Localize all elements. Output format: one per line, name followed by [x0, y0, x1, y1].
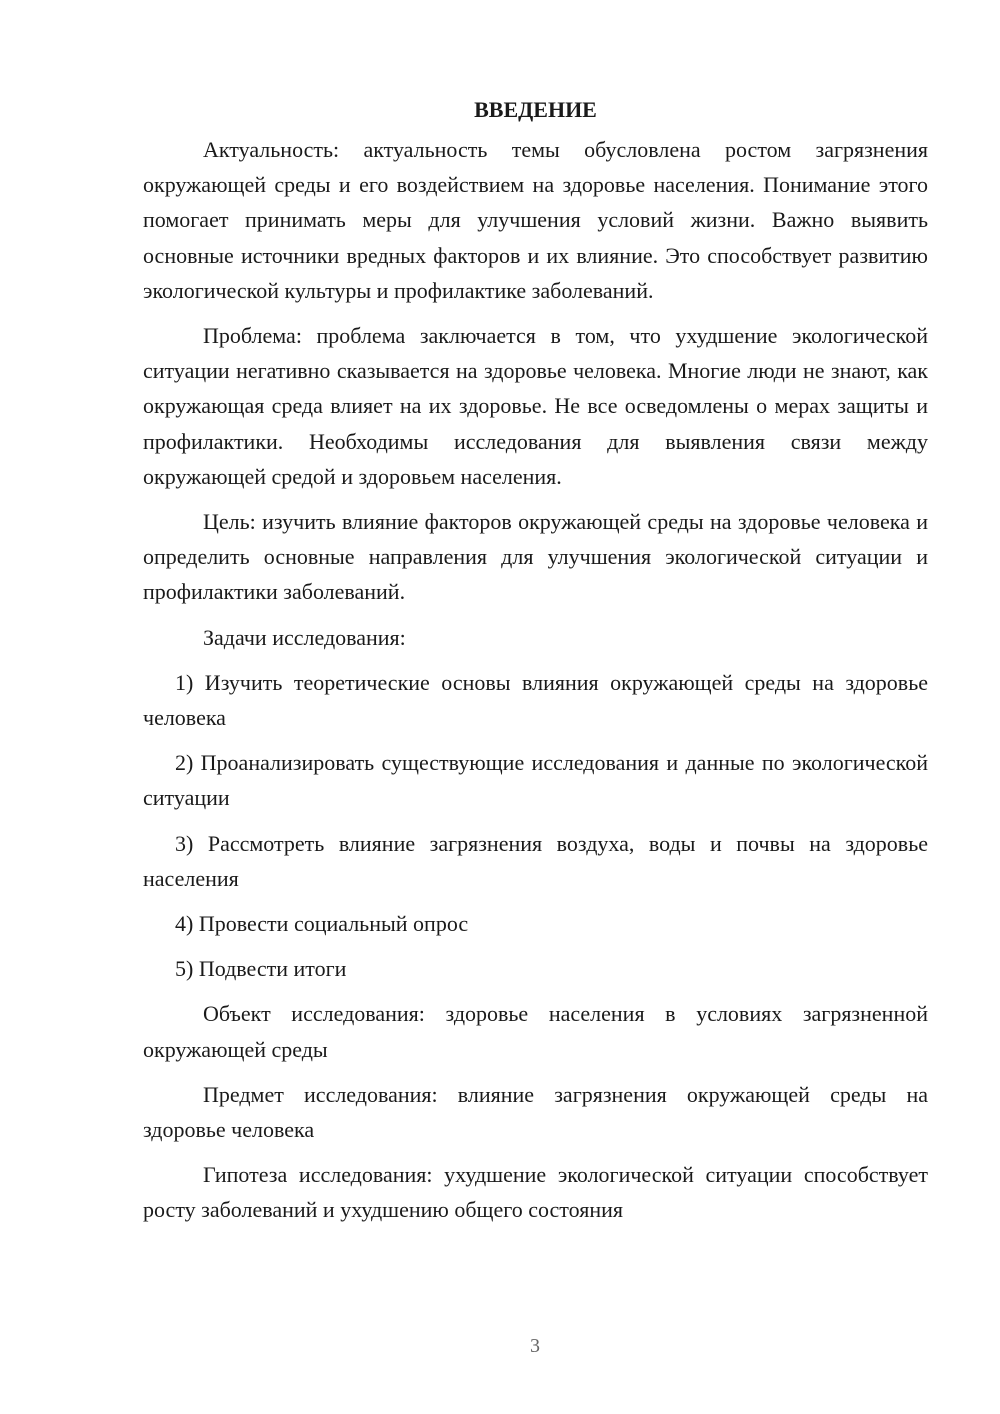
task-item-1: 1) Изучить теоретические основы влияния окружающей среды на здоровье человека: [143, 669, 928, 731]
task-item-4: 4) Провести социальный опрос: [175, 911, 469, 937]
task-item-2: 2) Проанализировать существующие исследования и данные по экологической ситуации: [143, 750, 928, 811]
paragraph-goal: Цель: изучить влияние факторов окружающей среды на здоровье человека и определить основные направления для улучшения экологической ситуации и профилактики заболеваний.: [143, 509, 928, 605]
page-number: 3: [530, 1335, 540, 1357]
page-title: ВВЕДЕНИЕ: [474, 97, 597, 122]
document-page: [143, 92, 928, 1228]
paragraph-hypothesis: Гипотеза исследования: ухудшение экологической ситуации способствует росту заболеваний и ухудшению общего состояния: [143, 1162, 928, 1223]
paragraph-problem: Проблема: проблема заключается в том, что ухудшение экологической ситуации негативно сказывается на здоровье человека. Многие люди не знают, как окружающая среда влияет на их здоровье. Не все осведомлены о мерах защиты и профилактики. Необходимы исследования для выявления связи между окружающей средой и здоровьем населения.: [143, 323, 928, 489]
paragraph-relevance: Актуальность: актуальность темы обусловлена ростом загрязнения окружающей среды и его воздействием на здоровье населения. Понимание этого помогает принимать меры для улучшения условий жизни. Важно выявить основные источники вредных факторов и их влияние. Это способствует развитию экологической культуры и профилактике заболеваний.: [143, 137, 928, 303]
paragraph-subject: Предмет исследования: влияние загрязнения окружающей среды на здоровье человека: [143, 1081, 928, 1143]
task-item-5: 5) Подвести итоги: [175, 956, 347, 982]
tasks-heading: Задачи исследования:: [203, 624, 406, 650]
paragraph-object: Объект исследования: здоровье населения в условиях загрязненной окружающей среды: [143, 1001, 928, 1062]
task-item-3: 3) Рассмотреть влияние загрязнения воздуха, воды и почвы на здоровье населения: [143, 830, 928, 891]
